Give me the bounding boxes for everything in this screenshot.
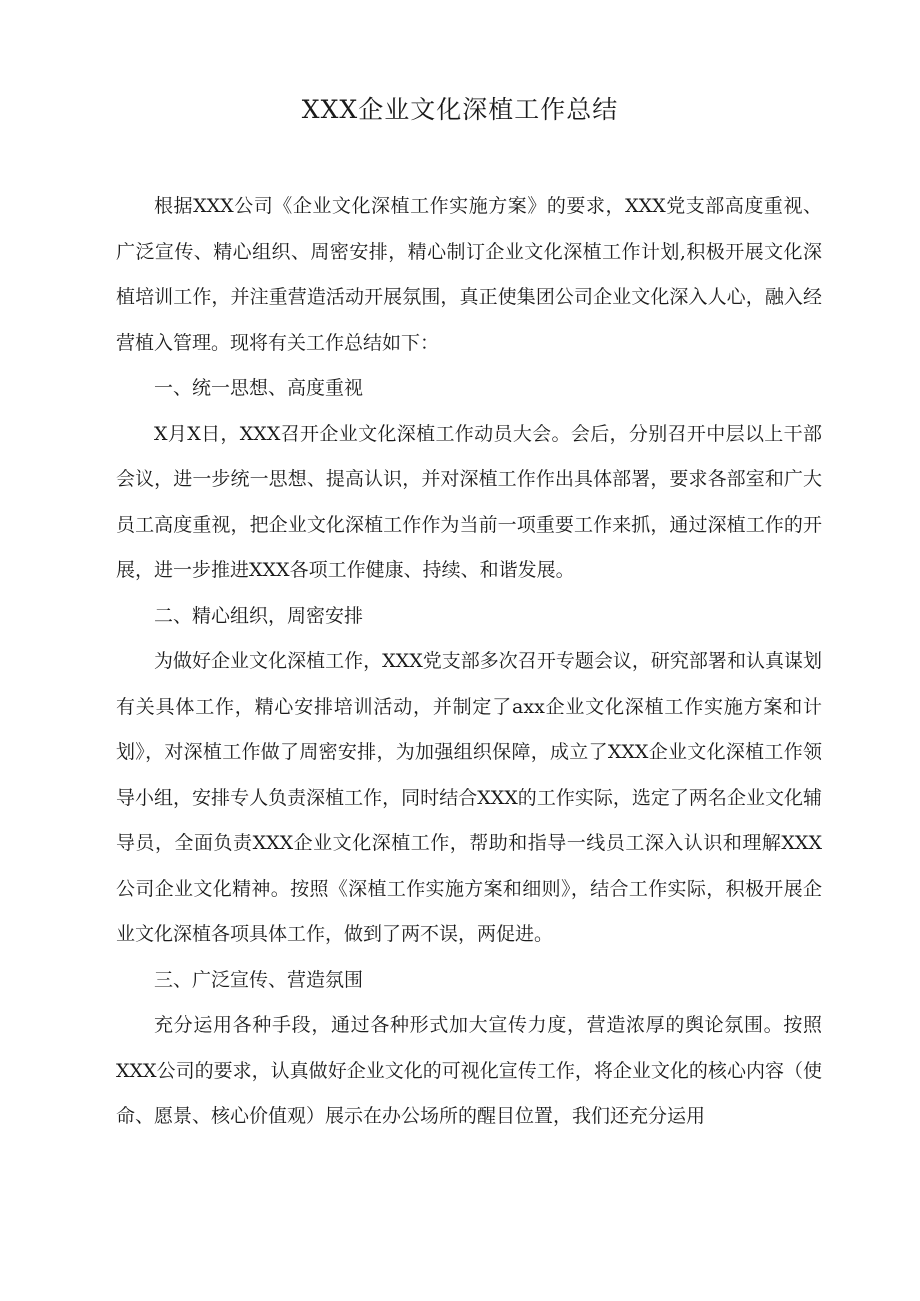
section-heading-3: 三、广泛宣传、营造氛围: [154, 968, 364, 991]
intro-paragraph: 根据XXX公司《企业文化深植工作实施方案》的要求，XXX党支部高度重视、广泛宣传、精心组织、周密安排，精心制订企业文化深植工作计划,积极开展文化深植培训工作，并注重营造活动开展氛围，真正使集团公司企业文化深入人心，融入经营植入管理。现将有关工作总结如下：: [116, 195, 822, 354]
section-2-paragraph: 为做好企业文化深植工作，XXX党支部多次召开专题会议，研究部署和认真谋划有关具体工作，精心安排培训活动，并制定了axx企业文化深植工作实施方案和计划》，对深植工作做了周密安排，为加强组织保障，成立了XXX企业文化深植工作领导小组，安排专人负责深植工作，同时结合XXX的工作实际，选定了两名企业文化辅导员，全面负责XXX企业文化深植工作，帮助和指导一线员工深入认识和理解XXX公司企业文化精神。按照《深植工作实施方案和细则》，结合工作实际，积极开展企业文化深植各项具体工作，做到了两不误，两促进。: [116, 650, 822, 945]
document-title: XXX企业文化深植工作总结: [301, 95, 619, 124]
section-heading-1: 一、统一思想、高度重视: [154, 377, 364, 399]
section-3-paragraph: 充分运用各种手段，通过各种形式加大宣传力度，营造浓厚的舆论氛围。按照XXX公司的要求，认真做好企业文化的可视化宣传工作，将企业文化的核心内容（使命、愿景、核心价值观）展示在办公场所的醒目位置，我们还充分运用: [116, 1014, 822, 1127]
section-1-paragraph: X月X日，XXX召开企业文化深植工作动员大会。会后，分别召开中层以上干部会议，进一步统一思想、提高认识，并对深植工作作出具体部署，要求各部室和广大员工高度重视，把企业文化深植工作作为当前一项重要工作来抓，通过深植工作的开展，进一步推进XXX各项工作健康、持续、和谐发展。: [116, 422, 822, 581]
section-heading-2: 二、精心组织，周密安排: [154, 604, 364, 627]
document-body: [116, 184, 822, 1140]
